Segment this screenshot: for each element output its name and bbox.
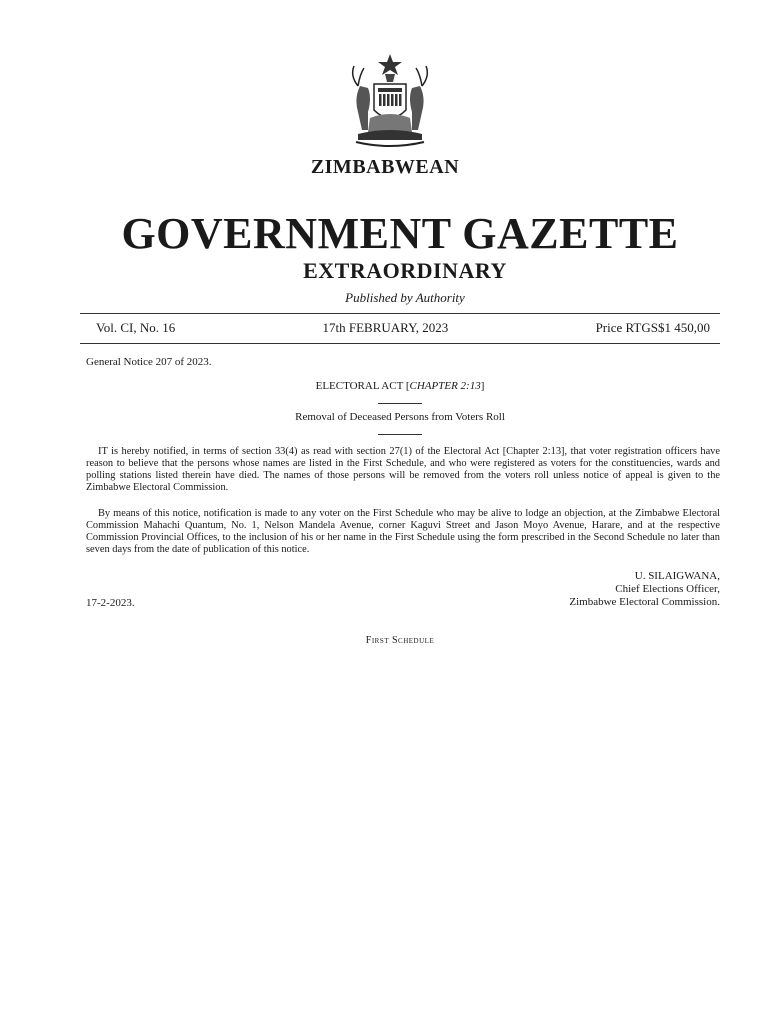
issue-details-row (96, 320, 710, 336)
country-name: ZIMBABWEAN (310, 156, 460, 178)
header-rule-top (80, 313, 720, 314)
signatory-title: Chief Elections Officer, (615, 583, 720, 595)
gazette-title: GOVERNMENT GAZETTE (121, 209, 679, 258)
volume-number: Vol. CI, No. 16 (96, 320, 176, 335)
notice-paragraph-2: By means of this notice, notification is made to any voter on the First Schedule who may be alive to lodge an objection, at the Zimbabwe Electoral Commission Mahachi Quantum, No. 1, Nelson Mandela Avenue, corner Kaguvi Street and Jason Moyo Avenue, Harare, and at the respective Commission Provincial Offices, to the inclusion of his or her name in the First Schedule using the form prescribed in the Second Schedule no later than seven days from the date of publication of this notice. (86, 508, 720, 555)
zimbabwe-coat-of-arms-icon (338, 52, 442, 150)
act-chapter: CHAPTER 2:13 (409, 380, 481, 392)
act-title-suffix: ] (480, 380, 485, 392)
schedule-heading: First Schedule (365, 635, 435, 646)
signatory-organisation: Zimbabwe Electoral Commission. (569, 596, 720, 608)
issue-price: Price RTGS$1 450,00 (595, 320, 710, 335)
signature-block (569, 570, 720, 609)
act-title (0, 380, 770, 392)
divider (378, 403, 422, 404)
signatory-name: U. SILAIGWANA, (634, 570, 720, 582)
published-by-authority: Published by Authority (345, 290, 465, 305)
notice-heading: Removal of Deceased Persons from Voters Roll (295, 411, 505, 423)
issue-date: 17th FEBRUARY, 2023 (322, 320, 449, 335)
gazette-subtitle: EXTRAORDINARY (303, 258, 507, 283)
header-rule-bottom (80, 343, 720, 344)
notice-number: General Notice 207 of 2023. (86, 356, 212, 368)
notice-date: 17-2-2023. (86, 597, 135, 609)
divider (378, 434, 422, 435)
act-title-prefix: ELECTORAL ACT [ (315, 380, 410, 392)
notice-paragraph-1: IT is hereby notified, in terms of section 33(4) as read with section 27(1) of the Electoral Act [Chapter 2:13], that voter registration officers have reason to believe that the persons whose names are listed in the First Schedule, and who were registered as voters for the constituencies, wards and polling stations listed therein have died. The names of those persons will be removed from the voters roll unless notice of appeal is given to the Zimbabwe Electoral Commission. (86, 446, 720, 493)
